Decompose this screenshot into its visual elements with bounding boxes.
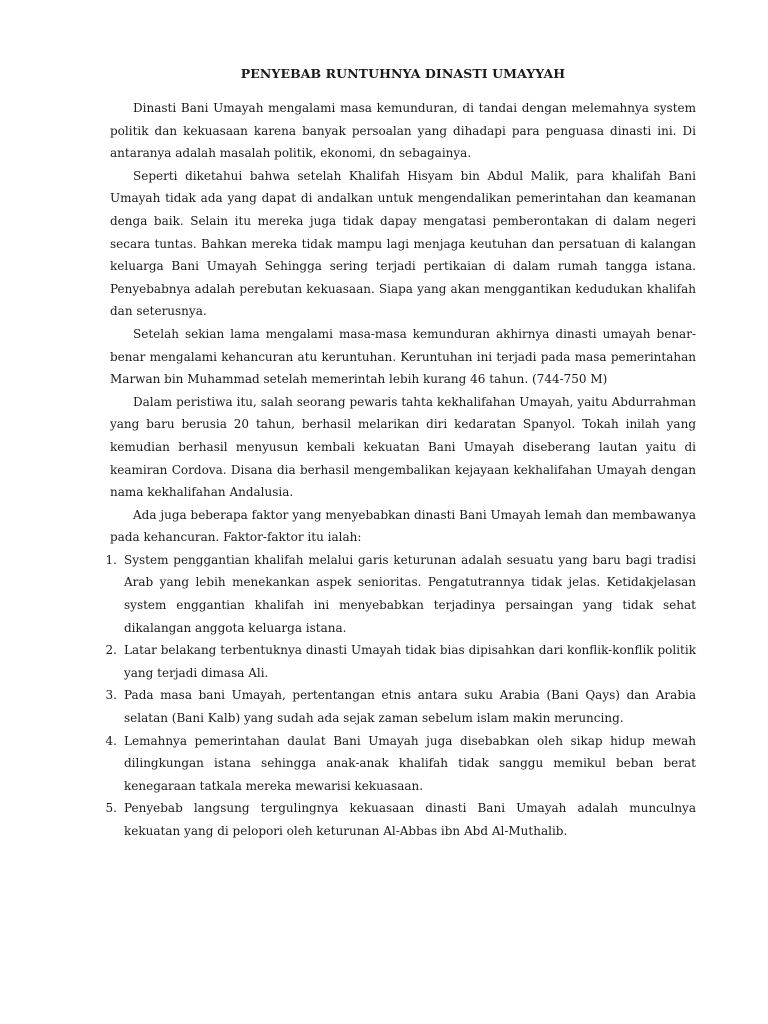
list-item-number: 1. [105,552,117,567]
list-item [105,730,696,798]
paragraph: Dalam peristiwa itu, salah seorang pewaris tahta kekhalifahan Umayah, yaitu Abdurrahman yang baru berusia 20 tahun, berhasil melarikan diri kedaratan Spanyol. Tokah inilah yang kemudian berhasil menyusun kembali kekuatan Bani Umayah diseberang lautan yaitu di keamiran Cordova. Disana dia berhasil mengembalikan kejayaan kekhalifahan Umayah dengan nama kekhalifahan Andalusia. [110,394,696,500]
list-item-text: Pada masa bani Umayah, pertentangan etnis antara suku Arabia (Bani Qays) dan Arabia selatan (Bani Kalb) yang sudah ada sejak zaman sebelum islam makin meruncing. [124,688,696,726]
list-item-text: Penyebab langsung tergulingnya kekuasaan dinasti Bani Umayah adalah munculnya kekuatan yang di pelopori oleh keturunan Al-Abbas ibn Abd Al-Muthalib. [124,801,696,838]
list-item-text: Latar belakang terbentuknya dinasti Umayah tidak bias dipisahkan dari konflik-konflik politik yang terjadi dimasa Ali. [124,643,696,680]
list-item-number: 4. [105,733,117,748]
document-body [105,97,696,843]
list-item [105,797,696,842]
paragraph: Setelah sekian lama mengalami masa-masa kemunduran akhirnya dinasti umayah benar-benar mengalami kehancuran atu keruntuhan. Keruntuhan ini terjadi pada masa pemerintahan Marwan bin Muhammad setelah memerintah lebih kurang 46 tahun. (744-750 M) [110,326,696,387]
paragraph: Seperti diketahui bahwa setelah Khalifah Hisyam bin Abdul Malik, para khalifah Bani Umayah tidak ada yang dapat di andalkan untuk mengendalikan pemerintahan dan keamanan denga baik. Selain itu mereka juga tidak dapay mengatasi pemberontakan di dalam negeri secara tuntas. Bahkan mereka tidak mampu lagi menjaga keutuhan dan persatuan di kalangan keluarga Bani Umayah Sehingga sering terjadi pertikaian di dalam rumah tangga istana. Penyebabnya adalah perebutan kekuasaan. Siapa yang akan menggantikan kedudukan khalifah dan seterusnya. [110,168,696,319]
list-item [105,684,696,729]
document-title: PENYEBAB RUNTUHNYA DINASTI UMAYYAH [240,66,566,81]
list-item-number: 5. [105,801,117,816]
list-item [105,549,696,639]
list-item-text: Lemahnya pemerintahan daulat Bani Umayah juga disebabkan oleh sikap hidup mewah dilingkungan istana sehingga anak-anak khalifah tidak sanggu memikul beban berat kenegaraan tatkala mereka mewarisi kekuasaan. [124,733,696,793]
paragraph: Ada juga beberapa faktor yang menyebabkan dinasti Bani Umayah lemah dan membawanya pada kehancuran. Faktor-faktor itu ialah: [110,507,696,545]
list-item-text: System penggantian khalifah melalui garis keturunan adalah sesuatu yang baru bagi tradisi Arab yang lebih menekankan aspek senioritas. Pengatutrannya tidak jelas. Ketidakjelasan system enggantian khalifah ini menyebabkan terjadinya persaingan yang tidak sehat dikalangan anggota keluarga istana. [124,552,696,635]
list-item-number: 3. [105,688,117,703]
list-item-number: 2. [105,643,117,658]
paragraph: Dinasti Bani Umayah mengalami masa kemunduran, di tandai dengan melemahnya system politik dan kekuasaan karena banyak persoalan yang dihadapi para penguasa dinasti ini. Di antaranya adalah masalah politik, ekonomi, dn sebagainya. [110,101,696,161]
factor-list [105,549,696,843]
list-item [105,639,696,684]
